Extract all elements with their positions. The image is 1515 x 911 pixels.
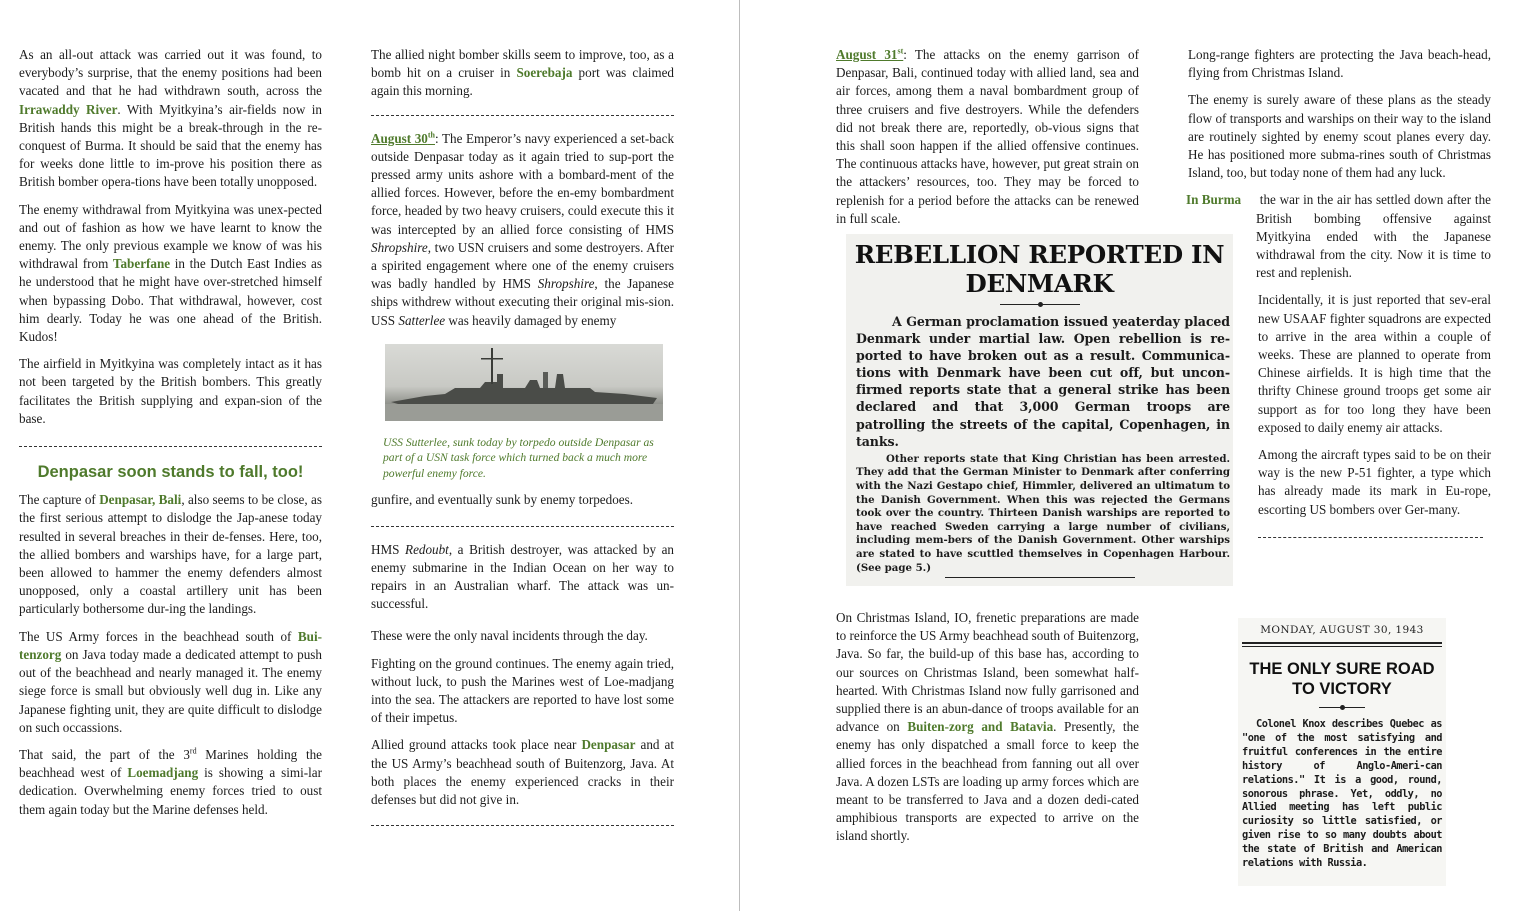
- paragraph: That said, the part of the 3rd Marines holding the beachhead west of Loemadjang is showing a simi-lar dedication. Overwhelming enemy forces tried to oust them again today but the Marine defenses held.: [19, 746, 322, 817]
- right-column-2: [1188, 46, 1491, 538]
- paragraph: The allied night bomber skills seem to improve, too, as a bomb hit on a cruiser in Soerebaja port was claimed again this morning.: [371, 47, 674, 99]
- right-column-1: [836, 46, 1139, 237]
- section-label-burma: In Burma: [1186, 192, 1242, 208]
- ship-photo: [385, 344, 663, 421]
- paragraph: The enemy is surely aware of these plans as the steady flow of transports and warships on their way to the island are routinely sighted by enemy scout planes every day. He has positioned more subma-rines south of Christmas Island, too, but today none of them had any luck.: [1188, 92, 1491, 181]
- page-divider: [739, 0, 740, 911]
- clipping-top-rule: [1242, 642, 1442, 644]
- clipping-rule: [1319, 707, 1365, 708]
- paragraph: August 30th: The Emperor’s navy experienced a set-back outside Denpasar today as it again tried to sup-port the pressed army units ashore with a bombard-ment of the allied forces. However, before the en-emy bombardment force, headed by two heavy cruisers, could execute this it was intercepted by an allied force consisting of HMS Shropshire, two USN cruisers and some destroyers. After a spirited engagement where one of the enemy cruisers was badly handled by HMS Shropshire, the Japanese ships withdrew without executing their original mis-sion. USS Satterlee was heavily damaged by enemy: [371, 130, 675, 328]
- paragraph: In Burma the war in the air has settled down after the British bombing offensive against Myitkyina ended with the Japanese withdrawal from the city. Now it is time to rest and replenish.: [1186, 192, 1491, 281]
- paragraph: Among the aircraft types said to be on their way is the new P-51 fighter, a type which has already made its mark in Eu-rope, escorting US bombers over Ger-many.: [1258, 447, 1491, 517]
- separator: [371, 115, 674, 116]
- paragraph: On Christmas Island, IO, frenetic preparations are made to reinforce the US Army beachhead south of Buitenzorg, Java. So far, the build-up of this base has, according to our sources on Christmas Island, been somewhat half-hearted. With Christmas Island now fully garrisoned and supplied there is an abun-dance of troops available for an advance on Buiten-zorg and Batavia. Presently, the enemy has only dispatched a small force to keep the allied forces in the beachhead from fanning out all over Java. A dozen LSTs are loading up army forces which are meant to be transferred to Java and a dozen dedi-cated amphibious transports are expected to arrive on the island shortly.: [836, 610, 1140, 844]
- separator: [371, 526, 674, 527]
- clipping-headline: THE ONLY SURE ROAD TO VICTORY: [1249, 660, 1435, 698]
- paragraph: Fighting on the ground continues. The enemy again tried, without luck, to push the Marines west of Loe-madjang into the sea. The attackers are reported to have lost some of their impetus.: [371, 655, 674, 726]
- separator: [371, 825, 674, 826]
- paragraph: Allied ground attacks took place near Denpasar and at the US Army’s beachhead south of Buitenzorg, Java. At both places the enemy experienced cracks in their defenses but did not give in.: [371, 737, 674, 807]
- left-column-1: [19, 46, 322, 828]
- paragraph: As an all-out attack was carried out it was found, to everybody’s surprise, that the enemy positions had been vacated and that he had withdrawn south, across the Irrawaddy River. With Myitkyina’s air-fields now in British hands this might be a break-through in the re-conquest of Burma. It should be said that the enemy has for weeks done little to im-prove his position there as British bomber opera-tions have been totally unopposed.: [19, 47, 322, 190]
- date-august-31: August 31st: [836, 46, 904, 62]
- separator: [19, 446, 322, 447]
- clipping-rule: [1000, 304, 1080, 305]
- photo-caption: USS Sutterlee, sunk today by torpedo outside Denpasar as part of a USN task force which turned back a much more powerful enemy force.: [383, 435, 654, 480]
- separator: [1258, 537, 1483, 538]
- newspaper-clipping-victory: [1238, 618, 1446, 886]
- clipping-end-rule: [945, 577, 1135, 578]
- destroyer-silhouette: [385, 344, 663, 421]
- paragraph: August 31st: The attacks on the enemy garrison of Denpasar, Bali, continued today with allied land, sea and air forces, among them a naval bombardment group of three cruisers and five destroyers. While the defenders did not break there are, reportedly, ob-vious signs that this shall soon happen if the allied offensive continues. The continuous attacks have, however, put great strain on the attackers’ resources, too. They may be forced to replenish for a period before the attacks can be renewed in full scale.: [836, 46, 1139, 226]
- paragraph: The US Army forces in the beachhead south of Bui-tenzorg on Java today made a dedicated attempt to push out of the beachhead and nearly managed it. The enemy siege force is small but obviously well dug in. Like any Japanese fighting unit, they are quite difficult to dislodge on such occassions.: [19, 628, 322, 735]
- paragraph: Long-range fighters are protecting the Java beach-head, flying from Christmas Island.: [1188, 47, 1491, 81]
- section-heading: Denpasar soon stands to fall, too!: [37, 463, 304, 482]
- paragraph: HMS Redoubt, a British destroyer, was attacked by an enemy submarine in the Indian Ocean on her way to repairs in an Australian wharf. The attack was un-successful.: [371, 541, 674, 612]
- burma-section: [1188, 191, 1491, 518]
- right-column-1-continued: [836, 609, 1139, 855]
- clipping-dateline: MONDAY, AUGUST 30, 1943: [1260, 624, 1424, 636]
- left-column-2: [371, 46, 674, 826]
- date-august-30: August 30th: [371, 130, 435, 146]
- newspaper-clipping-denmark: [846, 234, 1233, 586]
- clipping-paragraph: Other reports state that King Christian has been arrested. They add that the German Minister to Denmark after conferring with the Nazi Gestapo chief, Himmler, delivered an ultimatum to the Danish Government. When this was rejected the Germans took over the country. Thirteen Danish warships are reported to have reached Sweden carrying a large number of civilians, including mem-bers of the Danish Government. Other warships are stated to have scuttled themselves in Copenhagen Harbour. (See page 5.): [856, 452, 1230, 574]
- paragraph: gunfire, and eventually sunk by enemy torpedoes.: [371, 492, 634, 508]
- paragraph: These were the only naval incidents through the day.: [371, 628, 648, 644]
- paragraph: The enemy withdrawal from Myitkyina was unex-pected and out of fashion as how we have learnt to know the enemy. The only previous example we know of was his withdrawal from Taberfane in the Dutch East Indies as he understood that he might have over-stretched himself when bypassing Dobo. That withdrawal, however, cost him dearly. Today he was one ahead of the British. Kudos!: [19, 201, 322, 345]
- clipping-headline: REBELLION REPORTED IN DENMARK: [854, 240, 1225, 298]
- clipping-paragraph: A German proclamation issued yeaterday placed Denmark under martial law. Open rebellion is re-ported to have broken out as a result. Communica-tions with Denmark have been cut off, but uncon-firmed reports state that a general strike has been declared and that 3,000 German troops are patrolling the streets of the capital, Copenhagen, in tanks.: [856, 314, 1230, 449]
- paragraph: The capture of Denpasar, Bali, also seems to be close, as the first serious attempt to dislodge the Jap-anese today resulted in several breaches in their de-fenses. Here, too, the allied bombers and warships have, for a large part, been allowed to hammer the enemy defenders almost unopposed, only a coastal artillery unit has been particularly bothersome dur-ing the landings.: [19, 492, 322, 617]
- paragraph: The airfield in Myitkyina was completely intact as it has not been targeted by the British bombers. This greatly facilitates the British supplying and expan-sion of the base.: [19, 356, 322, 426]
- clipping-top-rule-thin: [1242, 646, 1442, 647]
- paragraph: Incidentally, it is just reported that sev-eral new USAAF fighter squadrons are expected to arrive in the area within a couple of weeks. These are planned to operate from Chinese airfields. It is high time that the thrifty Chinese ground troops get some air support as for too long they have been exposed to daily enemy air attacks.: [1258, 292, 1491, 435]
- clipping-paragraph: Colonel Knox describes Quebec as "one of the most satisfying and fruitful conferences in the entire history of Anglo-Ameri-can relations." It is a good, round, sonorous phrase. Yet, oddly, no Allied meeting has left public curiosity so little satisfied, or given rise to so many doubts about the state of British and American relations with Russia.: [1242, 718, 1442, 870]
